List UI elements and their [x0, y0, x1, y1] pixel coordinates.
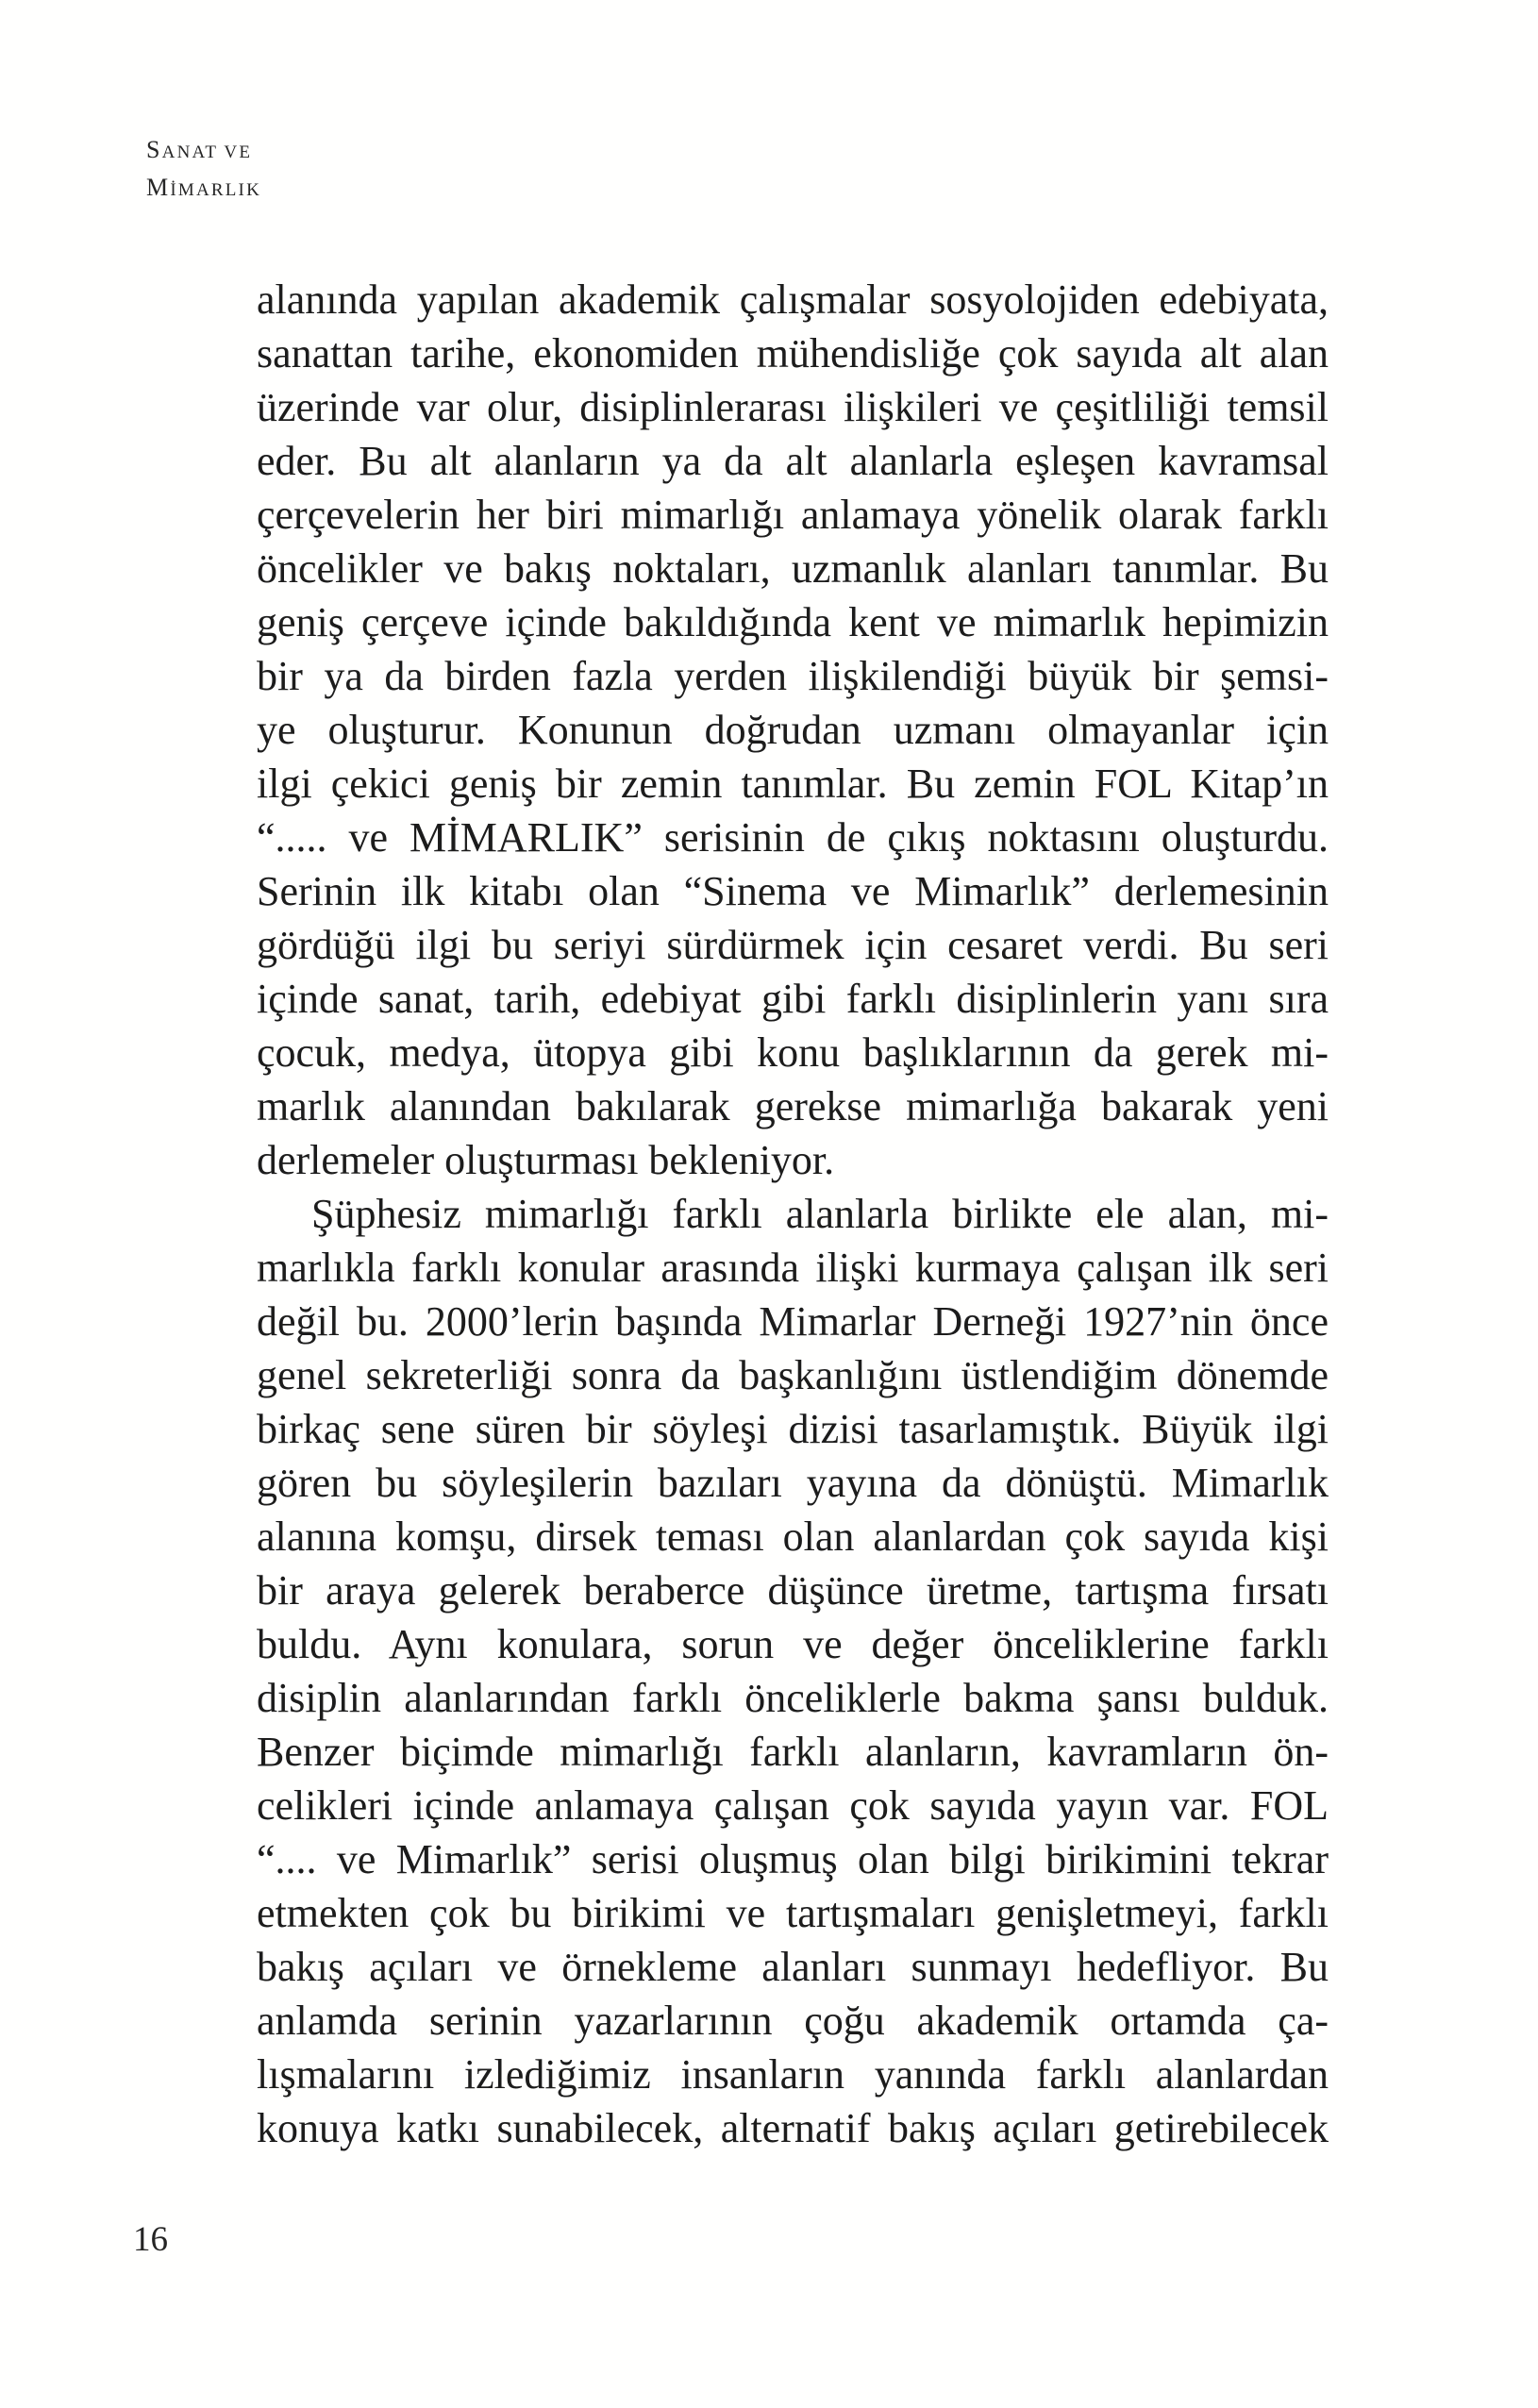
body-text [257, 273, 1329, 2155]
text-line: ilgi çekici geniş bir zemin tanımlar. Bu zemin FOL Kitap’ın [257, 761, 1329, 807]
text-line: genel sekreterliği sonra da başkanlığını üstlendiğim dönemde [257, 1352, 1329, 1398]
text-line: bir araya gelerek beraberce düşünce üretme, tartışma fırsatı [257, 1567, 1329, 1614]
running-header [146, 132, 261, 208]
text-line: “..... ve MİMARLIK” serisinin de çıkış noktasını oluşturdu. [257, 814, 1329, 861]
running-header-line-2: MİMARLIK [146, 174, 261, 201]
text-line: bir ya da birden fazla yerden ilişkilendiği büyük bir şemsi- [257, 653, 1329, 699]
text-line: marlıkla farklı konular arasında ilişki kurmaya çalışan ilk seri [257, 1245, 1329, 1291]
text-line: gördüğü ilgi bu seriyi sürdürmek için cesaret verdi. Bu seri [257, 922, 1329, 968]
text-line: buldu. Aynı konulara, sorun ve değer önceliklerine farklı [257, 1621, 1329, 1667]
text-line: çerçevelerin her biri mimarlığı anlamaya yönelik olarak farklı [257, 492, 1329, 538]
text-line: eder. Bu alt alanların ya da alt alanlarla eşleşen kavramsal [257, 438, 1329, 484]
text-line: konuya katkı sunabilecek, alternatif bakış açıları getirebilecek [257, 2105, 1329, 2151]
text-line: etmekten çok bu birikimi ve tartışmaları genişletmeyi, farklı [257, 1890, 1329, 1936]
text-line: üzerinde var olur, disiplinlerarası ilişkileri ve çeşitliliği temsil [257, 384, 1329, 430]
text-line: birkaç sene süren bir söyleşi dizisi tasarlamıştık. Büyük ilgi [257, 1406, 1329, 1452]
text-line: marlık alanından bakılarak gerekse mimarlığa bakarak yeni [257, 1083, 1329, 1129]
text-line: geniş çerçeve içinde bakıldığında kent ve mimarlık hepimizin [257, 599, 1329, 645]
text-line: “.... ve Mimarlık” serisi oluşmuş olan bilgi birikimini tekrar [257, 1836, 1329, 1882]
text-line: celikleri içinde anlamaya çalışan çok sayıda yayın var. FOL [257, 1782, 1329, 1829]
text-line: sanattan tarihe, ekonomiden mühendisliğe çok sayıda alt alan [257, 330, 1329, 376]
text-line: gören bu söyleşilerin bazıları yayına da dönüştü. Mimarlık [257, 1460, 1329, 1506]
text-line: öncelikler ve bakış noktaları, uzmanlık alanları tanımlar. Bu [257, 545, 1329, 592]
text-line: çocuk, medya, ütopya gibi konu başlıklarının da gerek mi- [257, 1029, 1329, 1076]
text-line: alanında yapılan akademik çalışmalar sosyolojiden edebiyata, [257, 276, 1329, 323]
page-number: 16 [133, 2220, 168, 2259]
text-line: anlamda serinin yazarlarının çoğu akademik ortamda ça- [257, 1998, 1329, 2044]
text-line: Şüphesiz mimarlığı farklı alanlarla birlikte ele alan, mi- [311, 1191, 1329, 1237]
text-line: Serinin ilk kitabı olan “Sinema ve Mimarlık” derlemesinin [257, 868, 1329, 914]
text-line: disiplin alanlarından farklı önceliklerle bakma şansı bulduk. [257, 1675, 1329, 1721]
text-line: lışmalarını izlediğimiz insanların yanında farklı alanlardan [257, 2051, 1329, 2098]
text-line: alanına komşu, dirsek teması olan alanlardan çok sayıda kişi [257, 1513, 1329, 1560]
text-line: Benzer biçimde mimarlığı farklı alanların, kavramların ön- [257, 1729, 1329, 1775]
running-header-line-1: SANAT VE [146, 136, 253, 163]
text-line: içinde sanat, tarih, edebiyat gibi farklı disiplinlerin yanı sıra [257, 976, 1329, 1022]
text-line: değil bu. 2000’lerin başında Mimarlar Derneği 1927’nin önce [257, 1298, 1329, 1345]
text-line: bakış açıları ve örnekleme alanları sunmayı hedefliyor. Bu [257, 1944, 1329, 1990]
text-line: derlemeler oluşturması bekleniyor. [257, 1137, 835, 1183]
text-line: ye oluşturur. Konunun doğrudan uzmanı olmayanlar için [257, 707, 1329, 753]
